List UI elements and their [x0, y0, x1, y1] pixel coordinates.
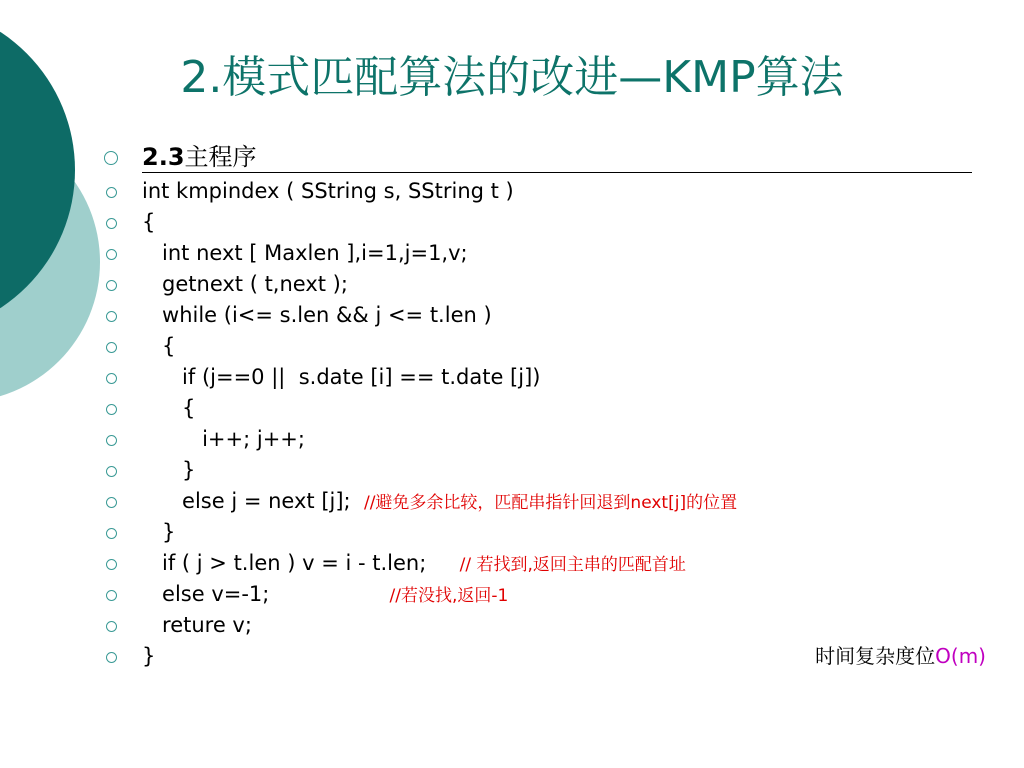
code-text: [142, 393, 195, 424]
complexity-value: O(m): [935, 644, 986, 668]
code-text: [142, 238, 468, 269]
code-text: [142, 331, 175, 362]
heading-underline: [142, 172, 972, 173]
code-statement: while (i<= s.len && j <= t.len ): [142, 303, 492, 327]
code-statement: if (j==0 || s.date [i] == t.date [j]): [142, 365, 541, 389]
code-line: [0, 300, 1024, 331]
code-statement: getnext ( t,next );: [142, 272, 348, 296]
code-statement: {: [142, 210, 156, 234]
bullet-icon: [106, 590, 117, 601]
bullet-icon: [106, 218, 117, 229]
complexity-label: 时间复杂度位: [815, 644, 936, 668]
heading-number: 2.3: [142, 143, 185, 171]
code-text: [142, 579, 508, 612]
code-line: [0, 486, 1024, 517]
code-statement: int kmpindex ( SString s, SString t ): [142, 179, 514, 203]
code-text: [142, 269, 348, 300]
code-statement: {: [142, 396, 196, 420]
code-text: [142, 207, 155, 238]
heading-line: [0, 142, 1024, 173]
code-text: [142, 641, 155, 672]
code-comment: //若没找,返回-1: [389, 586, 509, 606]
bullet-icon: [106, 404, 117, 415]
code-line: [0, 641, 1024, 672]
slide-title: 2.模式匹配算法的改进—KMP算法: [180, 52, 844, 103]
code-line: [0, 548, 1024, 579]
code-statement: }: [142, 458, 196, 482]
code-text: [142, 455, 195, 486]
code-text: [142, 300, 492, 331]
code-line: [0, 455, 1024, 486]
code-line: [0, 238, 1024, 269]
code-statement: reture v;: [142, 613, 252, 637]
code-comment: // 若找到,返回主串的匹配首址: [459, 555, 686, 575]
code-text: [142, 486, 737, 519]
code-comment: //避免多余比较，匹配串指针回退到next[j]的位置: [363, 493, 738, 513]
code-statement: int next [ Maxlen ],i=1,j=1,v;: [142, 241, 468, 265]
bullet-icon: [106, 249, 117, 260]
bullet-icon: [106, 311, 117, 322]
bullet-icon: [106, 187, 117, 198]
bullet-icon: [106, 435, 117, 446]
code-statement: else v=-1;: [142, 582, 390, 606]
complexity-note: [815, 641, 986, 672]
code-line: [0, 207, 1024, 238]
code-text: [142, 610, 252, 641]
code-line: [0, 610, 1024, 641]
bullet-icon: [106, 621, 117, 632]
code-line: [0, 269, 1024, 300]
code-line: [0, 424, 1024, 455]
code-statement: }: [142, 644, 156, 668]
code-text: [142, 362, 540, 393]
code-line: [0, 393, 1024, 424]
code-line: [0, 331, 1024, 362]
bullet-icon: [106, 342, 117, 353]
code-line: [0, 176, 1024, 207]
bullet-icon: [106, 373, 117, 384]
bullet-icon: [106, 652, 117, 663]
code-statement: else j = next [j];: [142, 489, 364, 513]
code-text: [142, 176, 514, 207]
code-statement: if ( j > t.len ) v = i - t.len;: [142, 551, 460, 575]
code-line: [0, 579, 1024, 610]
code-statement: }: [142, 520, 176, 544]
section-heading: [142, 142, 257, 173]
code-line: [0, 362, 1024, 393]
code-text: [142, 517, 175, 548]
code-text: [142, 424, 305, 455]
heading-text: 主程序: [184, 143, 257, 171]
bullet-icon: [106, 497, 117, 508]
code-line: [0, 517, 1024, 548]
bullet-icon: [106, 466, 117, 477]
code-statement: i++; j++;: [142, 427, 305, 451]
bullet-icon: [106, 528, 117, 539]
code-text: [142, 548, 686, 581]
bullet-icon: [104, 151, 118, 165]
code-statement: {: [142, 334, 176, 358]
bullet-icon: [106, 559, 117, 570]
bullet-icon: [106, 280, 117, 291]
